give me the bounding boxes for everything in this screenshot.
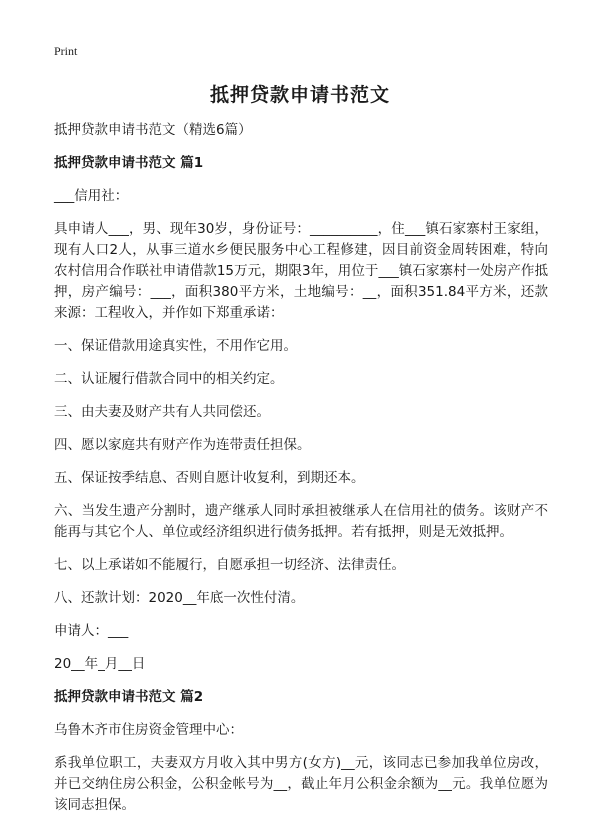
applicant-line: 申请人：___ <box>54 623 129 639</box>
promise-item-3: 三、由夫妻及财产共有人共同偿还。 <box>54 404 270 420</box>
promise-item-5: 五、保证按季结息、否则自愿计收复利，到期还本。 <box>54 470 365 486</box>
salutation-2: 乌鲁木齐市住房资金管理中心： <box>54 722 243 738</box>
date-line: 20__年_月__日 <box>54 656 146 672</box>
salutation-1: ___信用社： <box>54 188 129 204</box>
promise-item-6: 六、当发生遗产分割时，遗产继承人同时承担被继承人在信用社的债务。该财产不能再与其它个人、单位或经济组织进行债务抵押。若有抵押，则是无效抵押。 <box>54 503 548 540</box>
document-subtitle: 抵押贷款申请书范文（精选6篇） <box>54 122 252 138</box>
page-title: 抵押贷款申请书范文 <box>209 84 390 106</box>
body-paragraph-2: 系我单位职工，夫妻双方月收入其中男方(女方)__元，该同志已参加我单位房改，并已交纳住房公积金，公积金帐号为__，截止年月公积金余额为__元。我单位愿为该同志担保。 <box>54 755 548 813</box>
promise-item-8: 八、还款计划：2020__年底一次性付清。 <box>54 590 305 606</box>
body-paragraph-1: 具申请人___，男、现年30岁，身份证号：__________，住___镇石家寨村王家组，现有人口2人，从事三道水乡便民服务中心工程修建，因目前资金周转困难，特向农村信用合作联社申请借款15万元，期限3年，用位于___镇石家寨村一处房产作抵押，房产编号：___，面积380平方米，土地编号：__，面积351.84平方米，还款来源：工程收入，并作如下郑重承诺： <box>54 221 548 321</box>
promise-item-7: 七、以上承诺如不能履行，自愿承担一切经济、法律责任。 <box>54 557 405 573</box>
promise-item-2: 二、认证履行借款合同中的相关约定。 <box>54 371 284 387</box>
print-label: Print <box>54 44 78 58</box>
promise-item-1: 一、保证借款用途真实性，不用作它用。 <box>54 338 297 354</box>
promise-item-4: 四、愿以家庭共有财产作为连带责任担保。 <box>54 437 311 453</box>
section-heading-2: 抵押贷款申请书范文 篇2 <box>54 689 204 705</box>
section-heading-1: 抵押贷款申请书范文 篇1 <box>54 155 204 171</box>
document-body <box>54 120 548 828</box>
